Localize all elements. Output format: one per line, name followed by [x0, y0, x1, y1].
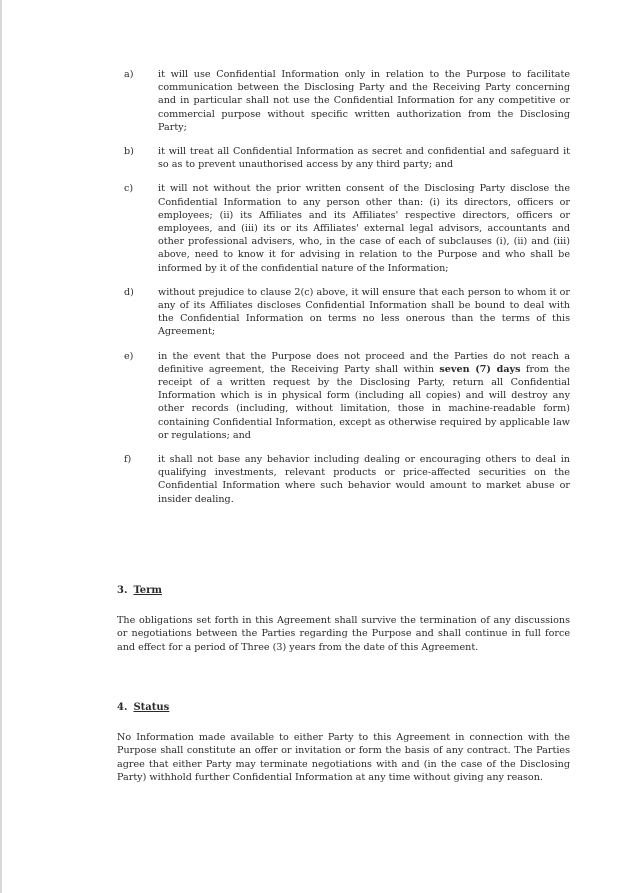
section-text: No Information made available to either Party to this Agreement in connection with the Purpose shall constitute an offer or invitation or form the basis of any contract. The Parties agree that either Party may terminate negotiations with and (in the case of the Disclosing Party) withhold further Confidential Information at any time without giving any reason.: [117, 732, 570, 784]
section-text: The obligations set forth in this Agreement shall survive the termination of any discussions or negotiations between the Parties regarding the Purpose and shall continue in full force and effect for a period of Three (3) years from the date of this Agreement.: [117, 615, 570, 653]
section-title: Status: [133, 702, 170, 713]
clause-letter: e): [124, 350, 134, 362]
clause-letter: f): [124, 454, 132, 466]
section-term: [117, 584, 570, 654]
section-status: [117, 701, 570, 785]
clause-letter: b): [124, 146, 134, 158]
clause-b: [124, 145, 570, 171]
clause-text-before: in the event that the Purpose does not proceed and the Parties do not reach a definitive agreement, the Receiving Party shall within: [158, 350, 570, 375]
clause-text: it will not without the prior written consent of the Disclosing Party disclose the Confidential Information to any person other than: (i) its directors, officers or employees; (ii) its Affiliates and its Affiliates' respective directors, officers or employees, and (iii) its or its Affiliates' external legal advisors, accountants and other professional advisers, who, in the case of each of subclauses (i), (ii) and (iii) above, need to know it for advising in relation to the Purpose and who shall be informed by it of the confidential nature of the Information;: [158, 183, 570, 274]
clause-text: it will use Confidential Information only in relation to the Purpose to facilitate communication between the Disclosing Party and the Receiving Party concerning and in particular shall not use the Confidential Information for any competitive or commercial purpose without specific written authorization from the Disclosing Party;: [158, 69, 570, 133]
section-number: 4.: [117, 702, 128, 713]
clause-list: [124, 68, 570, 517]
clause-f: [124, 453, 570, 506]
clause-letter: d): [124, 286, 134, 298]
clause-text: it shall not base any behavior including dealing or encouraging others to deal in qualifying investments, relevant products or price-affected securities on the Confidential Information where such behavior would amount to market abuse or insider dealing.: [158, 454, 570, 505]
section-heading: [117, 584, 570, 598]
clause-a: [124, 68, 570, 134]
clause-text: it will treat all Confidential Information as secret and confidential and safeguard it so as to prevent unauthorised access by any third party; and: [158, 146, 570, 171]
section-heading: [117, 701, 570, 715]
clause-text-bold: seven (7) days: [439, 363, 521, 375]
scan-edge: [0, 0, 2, 893]
clause-letter: c): [124, 183, 134, 195]
clause-letter: a): [124, 69, 134, 80]
clause-text: without prejudice to clause 2(c) above, it will ensure that each person to whom it or any of its Affiliates discloses Confidential Information shall be bound to deal with the Confidential Information on terms no less onerous than the terms of this Agreement;: [158, 286, 570, 338]
section-number: 3.: [117, 585, 128, 596]
clause-text-after: from the receipt of a written request by the Disclosing Party, return all Confidential Information which is in physical form (including all copies) and will destroy any other records (including, without limitation, those in machine-readable form) containing Confidential Information, except as otherwise required by applicable law or regulations; and: [158, 363, 570, 441]
clause-d: [124, 286, 570, 339]
clause-c: [124, 182, 570, 274]
clause-text: [158, 350, 570, 442]
clause-e: [124, 350, 570, 442]
section-title: Term: [133, 585, 162, 596]
